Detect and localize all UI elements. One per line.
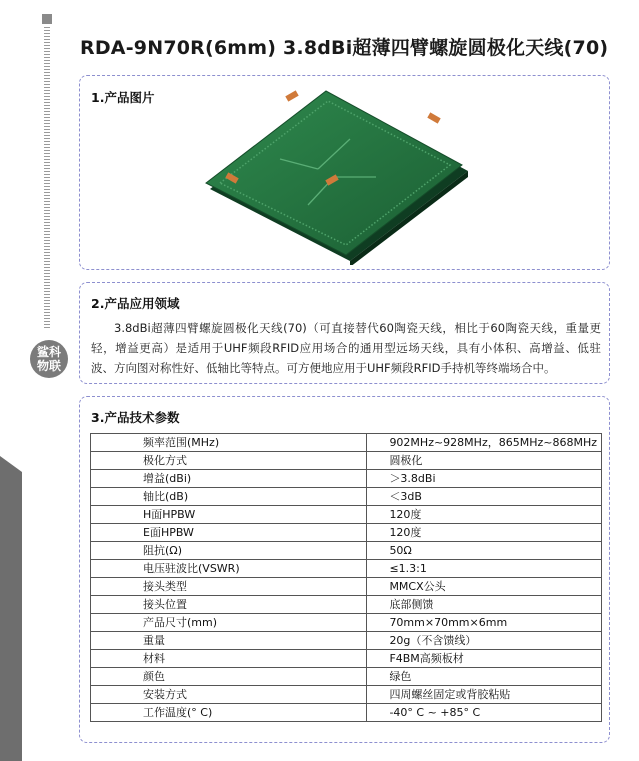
spec-value: 圆极化	[367, 452, 602, 470]
specs-panel	[79, 396, 610, 743]
product-image-panel	[79, 75, 610, 270]
table-row	[91, 614, 602, 632]
spec-table	[90, 433, 602, 722]
spec-label: 轴比(dB)	[91, 488, 367, 506]
table-row	[91, 434, 602, 452]
spec-label: 重量	[91, 632, 367, 650]
spec-value: ≤1.3:1	[367, 560, 602, 578]
spec-value: 底部侧馈	[367, 596, 602, 614]
spec-label: 极化方式	[91, 452, 367, 470]
page-title: RDA-9N70R(6mm) 3.8dBi超薄四臂螺旋圆极化天线(70)	[80, 37, 609, 59]
spec-value: 四周螺丝固定或背胶粘贴	[367, 686, 602, 704]
table-row	[91, 452, 602, 470]
antenna-product-image	[200, 79, 472, 265]
table-row	[91, 506, 602, 524]
spec-value: -40° C ~ +85° C	[367, 704, 602, 722]
spec-value: 70mm×70mm×6mm	[367, 614, 602, 632]
spec-value: 120度	[367, 506, 602, 524]
spec-label: 增益(dBi)	[91, 470, 367, 488]
spec-value: ＜3dB	[367, 488, 602, 506]
table-row	[91, 470, 602, 488]
spec-value: F4BM高频板材	[367, 650, 602, 668]
spec-value: 120度	[367, 524, 602, 542]
table-row	[91, 596, 602, 614]
spec-value: 20g（不含馈线）	[367, 632, 602, 650]
spec-label: 工作温度(° C)	[91, 704, 367, 722]
spec-label: 材料	[91, 650, 367, 668]
spec-label: 颜色	[91, 668, 367, 686]
section-heading-application: 2.产品应用领域	[91, 296, 180, 311]
rail-square-marker	[42, 14, 52, 24]
spec-label: 安装方式	[91, 686, 367, 704]
spec-value: ＞3.8dBi	[367, 470, 602, 488]
brand-badge	[30, 340, 68, 378]
brand-badge-text: 鲨科物联	[36, 345, 61, 373]
table-row	[91, 668, 602, 686]
spec-label: H面HPBW	[91, 506, 367, 524]
application-panel	[79, 282, 610, 384]
table-row	[91, 704, 602, 722]
spec-value: 902MHz~928MHz，865MHz~868MHz	[367, 434, 602, 452]
spec-label: 阻抗(Ω)	[91, 542, 367, 560]
table-row	[91, 650, 602, 668]
table-row	[91, 578, 602, 596]
spec-label: 接头类型	[91, 578, 367, 596]
spec-value: 绿色	[367, 668, 602, 686]
spec-label: 频率范围(MHz)	[91, 434, 367, 452]
table-row	[91, 542, 602, 560]
table-row	[91, 524, 602, 542]
application-description: 3.8dBi超薄四臂螺旋圆极化天线(70)（可直接替代60陶瓷天线，相比于60陶瓷天线，重量更轻，增益更高）是适用于UHF频段RFID应用场合的通用型远场天线，具有小体积、高增益、低驻波、方向图对称性好、低轴比等特点。可方便地应用于UHF频段RFID手持机等终端场合中。	[91, 321, 601, 375]
section-heading-specs: 3.产品技术参数	[91, 410, 180, 425]
spec-label: E面HPBW	[91, 524, 367, 542]
spec-value: 50Ω	[367, 542, 602, 560]
table-row	[91, 686, 602, 704]
table-row	[91, 488, 602, 506]
table-row	[91, 560, 602, 578]
spec-label: 产品尺寸(mm)	[91, 614, 367, 632]
section-heading-image: 1.产品图片	[91, 90, 155, 105]
spec-label: 电压驻波比(VSWR)	[91, 560, 367, 578]
rail-gray-band	[0, 456, 22, 761]
spec-label: 接头位置	[91, 596, 367, 614]
rail-dotted-line	[44, 27, 50, 330]
spec-value: MMCX公头	[367, 578, 602, 596]
table-row	[91, 632, 602, 650]
